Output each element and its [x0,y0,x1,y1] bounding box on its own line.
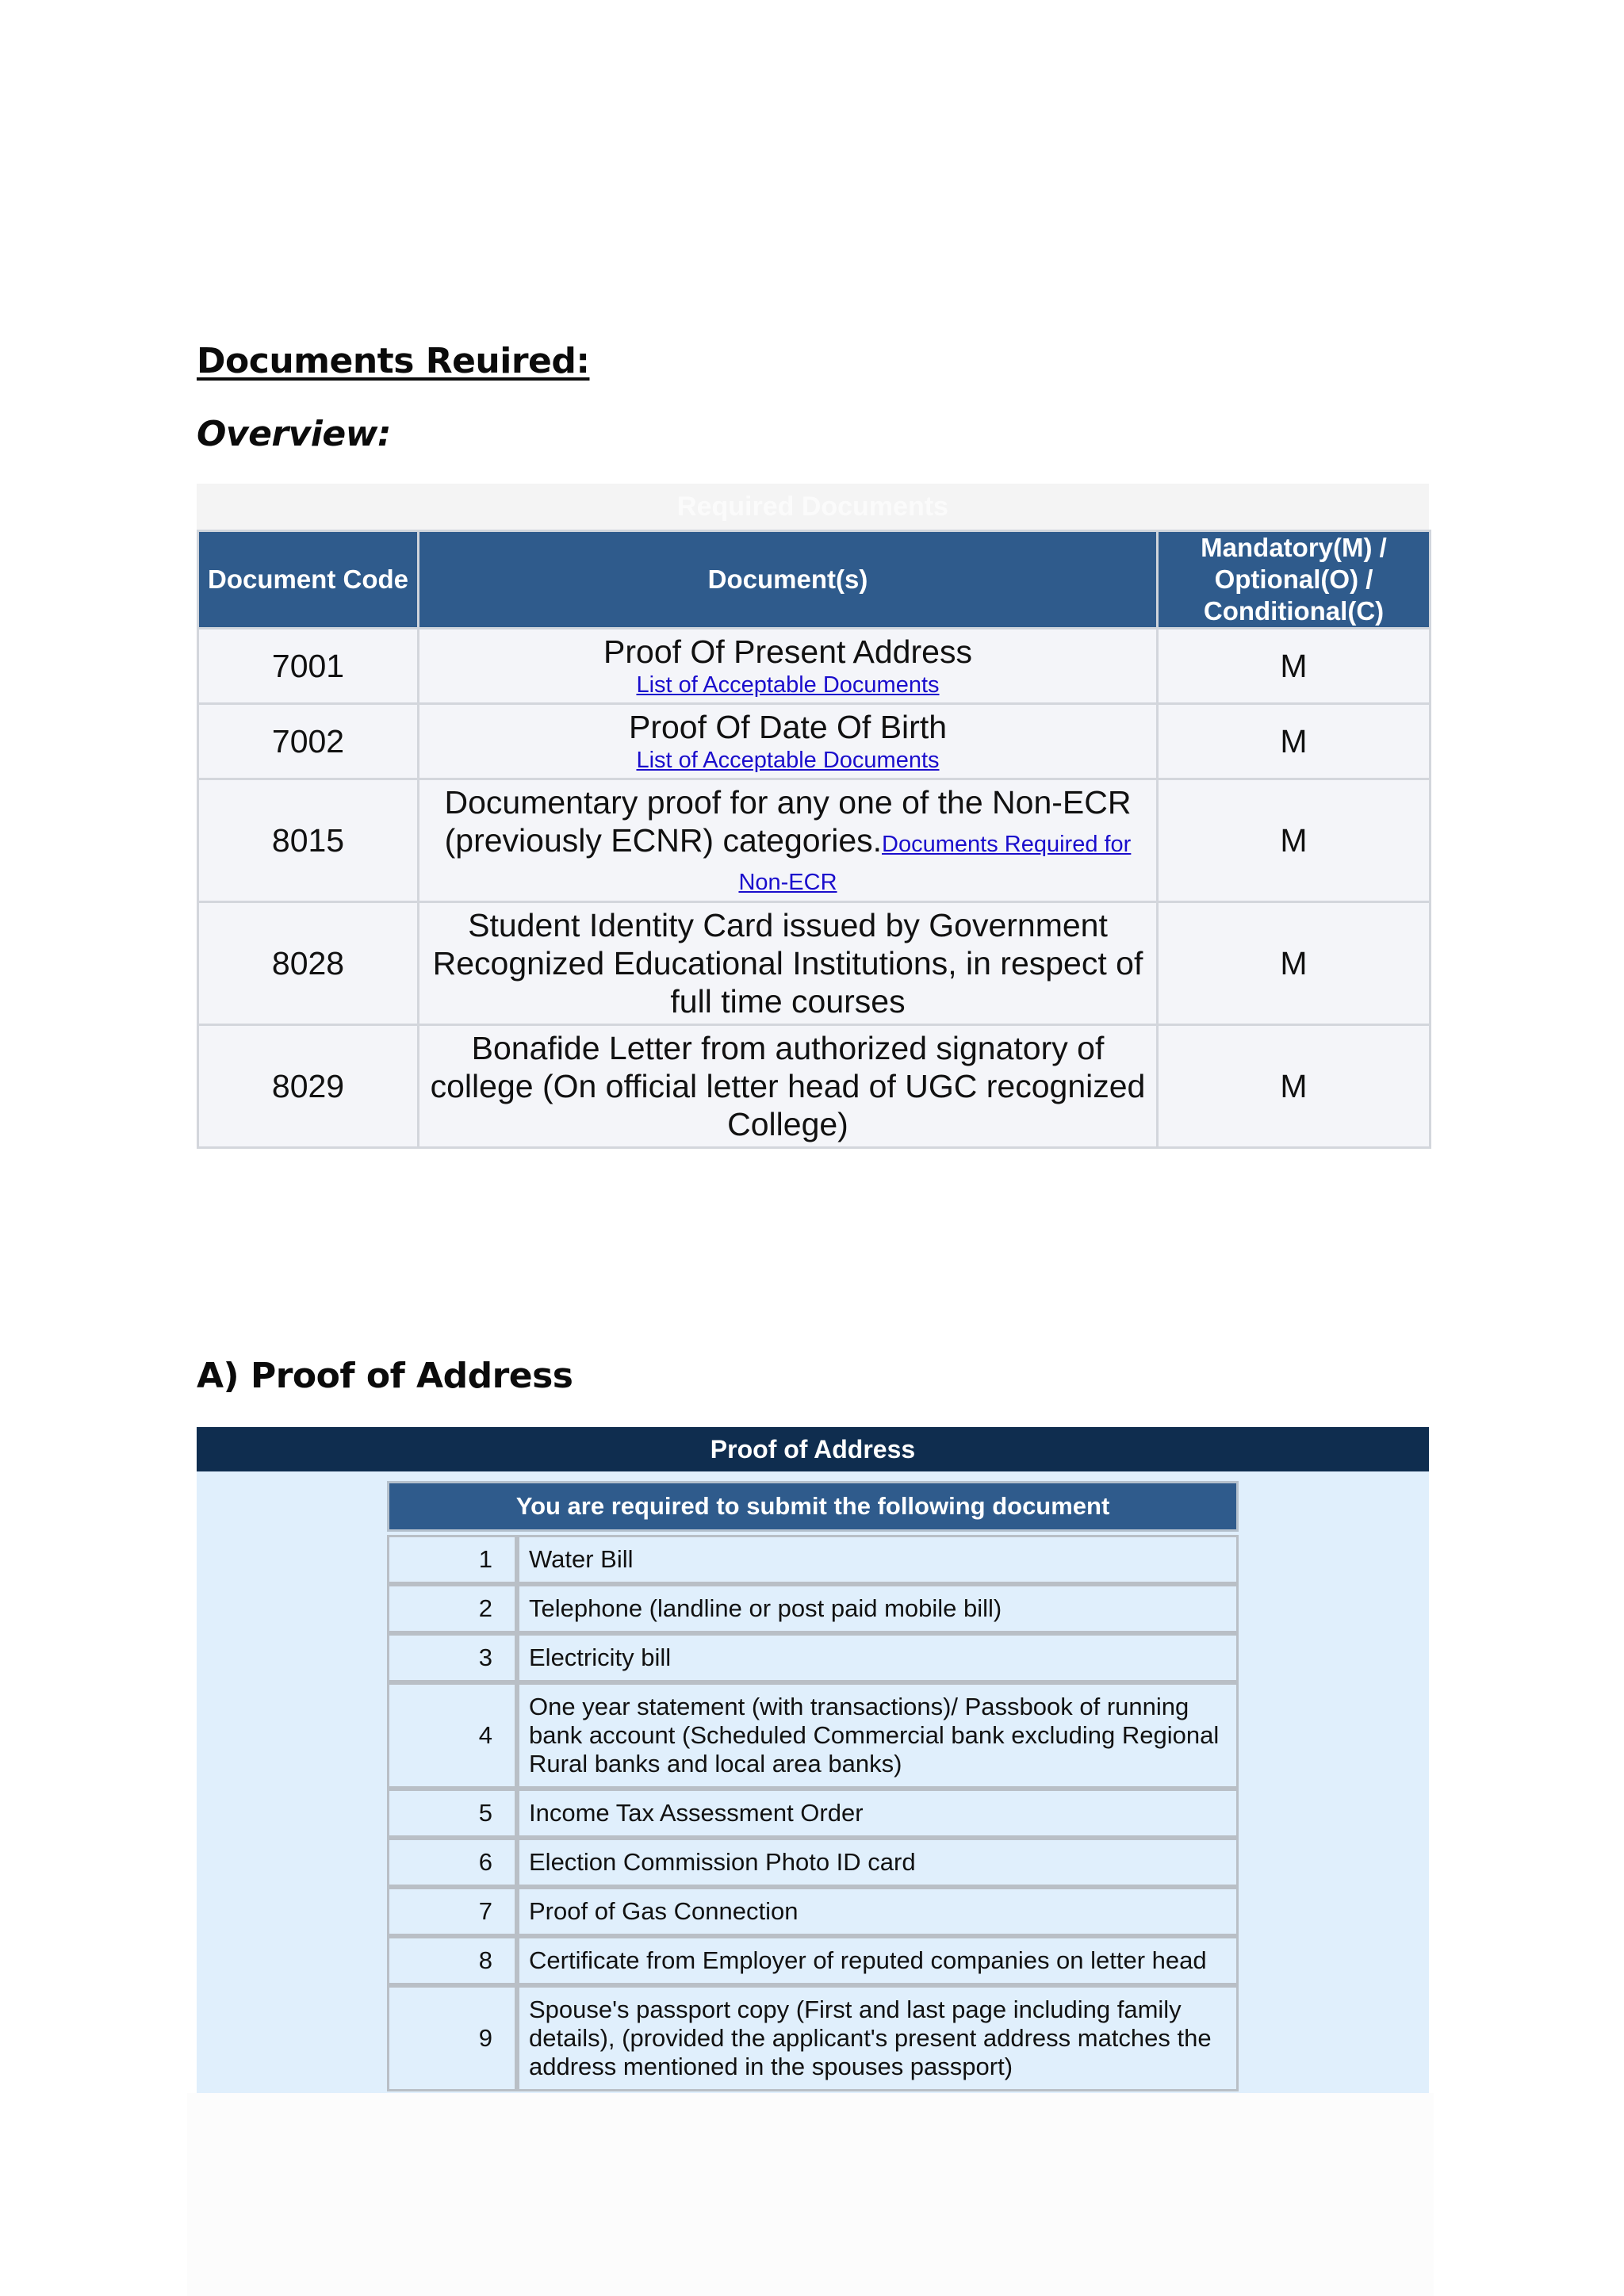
item-text: Water Bill [517,1535,1239,1584]
requirement-value: M [1158,1025,1431,1148]
overview-heading: Overview: [197,414,391,454]
requirement-value: M [1158,902,1431,1025]
document-name: Bonafide Letter from authorized signatory of college (On official letter head of UGC recognized College) [419,1025,1158,1148]
acceptable-documents-link[interactable]: List of Acceptable Documents [636,672,940,698]
document-cell [419,779,1158,902]
item-text: Telephone (landline or post paid mobile bill) [517,1584,1239,1633]
item-text: Electricity bill [517,1633,1239,1682]
proof-of-address-heading: A) Proof of Address [197,1356,573,1396]
item-text: One year statement (with transactions)/ Passbook of running bank account (Scheduled Commercial bank excluding Regional Rural banks and local area banks) [517,1682,1239,1789]
table-header-row [387,1481,1239,1532]
item-text: Certificate from Employer of reputed companies on letter head [517,1936,1239,1985]
item-text: Income Tax Assessment Order [517,1789,1239,1838]
requirement-value: M [1158,629,1431,704]
item-number: 7 [387,1887,517,1936]
required-documents-table [197,530,1431,1149]
table-row [387,1584,1239,1633]
document-name: Documentary proof for any one of the Non-ECR (previously ECNR) categories. [444,784,1132,859]
item-number: 2 [387,1584,517,1633]
table-row [198,704,1431,779]
overview-caption: Required Documents [197,484,1429,530]
document-code: 8015 [198,779,419,902]
table-header-row [198,531,1431,629]
table-row [198,629,1431,704]
item-number: 3 [387,1633,517,1682]
table-row [387,1789,1239,1838]
document-cell [419,629,1158,704]
overview-section [197,484,1429,1149]
document-code: 7001 [198,629,419,704]
item-text: Proof of Gas Connection [517,1887,1239,1936]
table-row [387,1985,1239,2091]
document-cell [419,704,1158,779]
item-number: 5 [387,1789,517,1838]
document-code: 8028 [198,902,419,1025]
column-header-requirement: Mandatory(M) / Optional(O) / Conditional(C) [1158,531,1431,629]
item-number: 1 [387,1535,517,1584]
proof-of-address-table [387,1481,1239,2091]
table-row [198,902,1431,1025]
item-number: 6 [387,1838,517,1887]
non-ecr-documents-link[interactable]: Documents Required for Non-ECR [738,832,1132,895]
item-text: Spouse's passport copy (First and last page including family details), (provided the applicant's present address matches the address mentioned in the spouses passport) [517,1985,1239,2091]
document-code: 8029 [198,1025,419,1148]
table-row [198,779,1431,902]
proof-of-address-title: Proof of Address [197,1427,1429,1471]
table-row [387,1936,1239,1985]
document-code: 7002 [198,704,419,779]
document-name: Proof Of Present Address [603,633,972,670]
column-header-code: Document Code [198,531,419,629]
table-row [387,1838,1239,1887]
table-row [387,1633,1239,1682]
table-header: You are required to submit the following document [387,1481,1239,1532]
item-text: Election Commission Photo ID card [517,1838,1239,1887]
column-header-documents: Document(s) [419,531,1158,629]
document-name: Student Identity Card issued by Government Recognized Educational Institutions, in respect of full time courses [419,902,1158,1025]
item-number: 4 [387,1682,517,1789]
table-row [387,1887,1239,1936]
page-footer-area [187,2093,1434,2296]
document-name: Proof Of Date Of Birth [628,709,948,745]
table-row [387,1535,1239,1584]
table-row [198,1025,1431,1148]
table-row [387,1682,1239,1789]
page-title: Documents Reuired: [197,341,590,381]
requirement-value: M [1158,704,1431,779]
acceptable-documents-link[interactable]: List of Acceptable Documents [636,748,940,773]
item-number: 9 [387,1985,517,2091]
requirement-value: M [1158,779,1431,902]
item-number: 8 [387,1936,517,1985]
